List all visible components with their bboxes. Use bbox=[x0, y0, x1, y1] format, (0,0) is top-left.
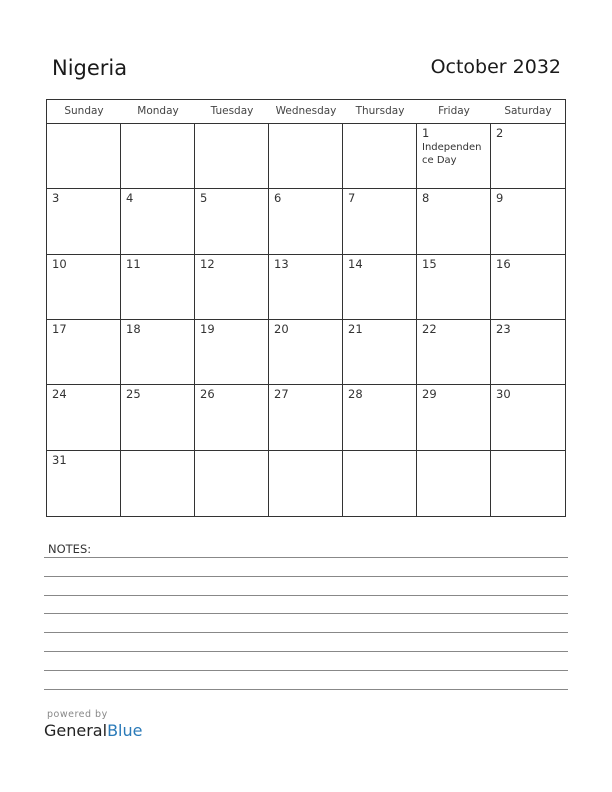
dow-sunday: Sunday bbox=[64, 105, 104, 117]
calendar-grid bbox=[46, 99, 566, 517]
day-cell bbox=[491, 255, 565, 320]
notes-label: NOTES: bbox=[48, 542, 92, 556]
day-number: 7 bbox=[348, 191, 356, 206]
day-cell bbox=[343, 451, 417, 516]
day-cell bbox=[343, 189, 417, 254]
day-cell bbox=[269, 385, 343, 450]
day-cell bbox=[491, 189, 565, 254]
day-number: 25 bbox=[126, 387, 141, 402]
day-number: 26 bbox=[200, 387, 215, 402]
dow-friday: Friday bbox=[438, 105, 470, 117]
brand-general-text: General bbox=[44, 721, 108, 740]
day-cell bbox=[195, 320, 269, 385]
day-cell bbox=[417, 255, 491, 320]
note-line bbox=[44, 632, 568, 633]
note-line bbox=[44, 651, 568, 652]
day-number: 21 bbox=[348, 322, 363, 336]
day-cell bbox=[195, 255, 269, 320]
day-cell bbox=[491, 320, 565, 385]
day-number: 27 bbox=[274, 387, 289, 402]
day-cell bbox=[343, 255, 417, 320]
note-line bbox=[44, 613, 568, 614]
day-number: 8 bbox=[422, 191, 430, 206]
day-number: 16 bbox=[496, 256, 511, 271]
day-cell bbox=[269, 255, 343, 320]
day-number: 12 bbox=[200, 256, 215, 271]
day-number: 5 bbox=[200, 191, 208, 206]
day-number: 17 bbox=[52, 322, 67, 336]
note-line bbox=[44, 670, 568, 671]
note-line bbox=[44, 595, 568, 596]
day-number: 4 bbox=[126, 191, 134, 206]
note-line bbox=[44, 689, 568, 690]
day-cell bbox=[269, 124, 343, 189]
day-cell bbox=[417, 189, 491, 254]
dow-thursday: Thursday bbox=[355, 105, 405, 117]
day-number: 6 bbox=[274, 191, 282, 206]
day-number: 2 bbox=[496, 126, 504, 140]
day-cell bbox=[121, 255, 195, 320]
day-cell bbox=[417, 451, 491, 516]
day-cell bbox=[121, 385, 195, 450]
day-cell bbox=[195, 189, 269, 254]
day-cell bbox=[121, 451, 195, 516]
day-cell bbox=[47, 451, 121, 516]
day-cell bbox=[121, 189, 195, 254]
day-cell bbox=[121, 124, 195, 189]
dow-monday: Monday bbox=[137, 105, 179, 117]
day-number: 14 bbox=[348, 256, 363, 271]
day-cell bbox=[195, 451, 269, 516]
day-cell bbox=[121, 320, 195, 385]
note-line bbox=[44, 576, 568, 577]
day-number: 13 bbox=[274, 256, 289, 271]
day-number: 18 bbox=[126, 322, 141, 336]
day-number: 1 bbox=[422, 126, 430, 140]
day-number: 28 bbox=[348, 387, 363, 402]
day-cell bbox=[417, 385, 491, 450]
day-cell bbox=[269, 189, 343, 254]
day-number: 9 bbox=[496, 191, 504, 206]
day-number: 23 bbox=[496, 322, 511, 336]
day-number: 24 bbox=[52, 387, 67, 402]
day-number: 31 bbox=[52, 452, 67, 467]
day-number: 3 bbox=[52, 191, 60, 206]
day-cell bbox=[491, 385, 565, 450]
day-cell bbox=[47, 385, 121, 450]
dow-tuesday: Tuesday bbox=[210, 105, 254, 117]
day-number: 29 bbox=[422, 387, 437, 402]
day-cell bbox=[47, 255, 121, 320]
day-cell bbox=[491, 451, 565, 516]
day-number: 20 bbox=[274, 322, 289, 336]
day-cell bbox=[343, 124, 417, 189]
day-cell bbox=[47, 189, 121, 254]
day-cell bbox=[343, 385, 417, 450]
month-year-title: October 2032 bbox=[430, 56, 561, 78]
day-cell bbox=[417, 320, 491, 385]
day-number: 19 bbox=[200, 322, 215, 336]
day-number: 11 bbox=[126, 256, 141, 271]
day-cell bbox=[417, 124, 491, 189]
day-cell bbox=[47, 124, 121, 189]
generalblue-logo[interactable] bbox=[44, 721, 142, 740]
dow-saturday: Saturday bbox=[504, 105, 552, 117]
country-title: Nigeria bbox=[52, 56, 128, 80]
day-cell bbox=[343, 320, 417, 385]
brand-blue-text: Blue bbox=[107, 721, 143, 740]
day-cell bbox=[195, 124, 269, 189]
day-number: 22 bbox=[422, 322, 437, 336]
note-line bbox=[44, 557, 568, 558]
day-cell bbox=[269, 320, 343, 385]
day-number: 10 bbox=[52, 256, 67, 271]
powered-by-text: powered by bbox=[47, 709, 108, 720]
calendar-weeks bbox=[47, 124, 565, 516]
day-cell bbox=[491, 124, 565, 189]
day-of-week-header bbox=[47, 100, 565, 124]
day-number: 15 bbox=[422, 256, 437, 271]
day-cell bbox=[195, 385, 269, 450]
dow-wednesday: Wednesday bbox=[275, 105, 337, 117]
day-number: 30 bbox=[496, 387, 511, 402]
day-cell bbox=[47, 320, 121, 385]
day-cell bbox=[269, 451, 343, 516]
holiday-label: Independence Day bbox=[422, 142, 482, 166]
